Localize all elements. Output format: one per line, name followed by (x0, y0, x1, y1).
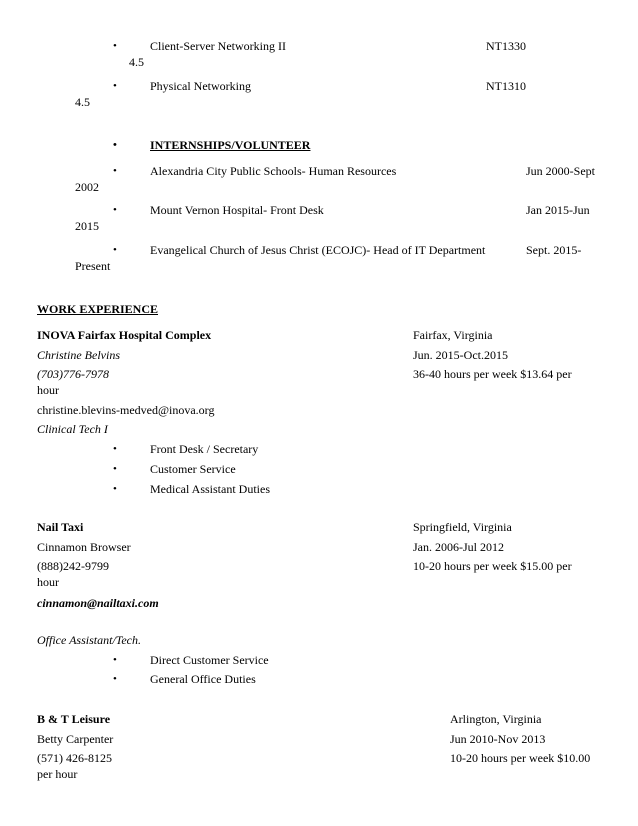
bullet-icon: • (113, 80, 117, 92)
bullet-icon: • (113, 673, 117, 685)
contact-phone: (888)242-9799 (37, 559, 109, 573)
job-hours-cont: hour (37, 575, 59, 589)
job-dates: Jun. 2015-Oct.2015 (413, 348, 508, 362)
contact-name: Cinnamon Browser (37, 540, 131, 554)
course-name: Physical Networking (150, 79, 251, 93)
bullet-icon: • (113, 443, 117, 455)
internship-date: Jan 2015-Jun (526, 203, 590, 217)
internship-title: Mount Vernon Hospital- Front Desk (150, 203, 324, 217)
job-hours: 36-40 hours per week $13.64 per (413, 367, 572, 381)
job-role: Office Assistant/Tech. (37, 633, 142, 647)
job-dates: Jan. 2006-Jul 2012 (413, 540, 504, 554)
contact-email: christine.blevins-medved@inova.org (37, 403, 215, 417)
contact-phone: (703)776-7978 (37, 367, 109, 381)
job-dates: Jun 2010-Nov 2013 (450, 732, 546, 746)
employer-name: Nail Taxi (37, 520, 84, 534)
course-credits: 4.5 (129, 55, 144, 69)
bullet-icon: • (113, 483, 117, 495)
internship-date: Sept. 2015- (526, 243, 582, 257)
work-heading: WORK EXPERIENCE (37, 302, 159, 316)
duty-item: General Office Duties (150, 672, 256, 686)
internships-heading: INTERNSHIPS/VOLUNTEER (150, 138, 311, 152)
bullet-icon: • (113, 139, 117, 151)
course-credits: 4.5 (75, 95, 90, 109)
contact-phone: (571) 426-8125 (37, 751, 112, 765)
internship-date: Jun 2000-Sept (526, 164, 595, 178)
contact-email: cinnamon@nailtaxi.com (37, 596, 159, 610)
bullet-icon: • (113, 244, 117, 256)
course-code: NT1330 (486, 39, 526, 53)
course-code: NT1310 (486, 79, 526, 93)
job-hours: 10-20 hours per week $10.00 (450, 751, 591, 765)
internship-date-cont: 2002 (75, 180, 99, 194)
internship-date-cont: Present (75, 259, 111, 273)
contact-name: Christine Belvins (37, 348, 120, 362)
bullet-icon: • (113, 654, 117, 666)
employer-name: B & T Leisure (37, 712, 111, 726)
internship-date-cont: 2015 (75, 219, 99, 233)
employer-location: Fairfax, Virginia (413, 328, 493, 342)
duty-item: Medical Assistant Duties (150, 482, 270, 496)
duty-item: Front Desk / Secretary (150, 442, 259, 456)
job-hours-cont: hour (37, 383, 59, 397)
internship-title: Evangelical Church of Jesus Christ (ECOJC)- Head of IT Department (150, 243, 486, 257)
job-hours-cont: per hour (37, 767, 78, 781)
duty-item: Customer Service (150, 462, 236, 476)
duty-item: Direct Customer Service (150, 653, 269, 667)
employer-location: Springfield, Virginia (413, 520, 512, 534)
job-hours: 10-20 hours per week $15.00 per (413, 559, 572, 573)
employer-location: Arlington, Virginia (450, 712, 542, 726)
bullet-icon: • (113, 40, 117, 52)
course-name: Client-Server Networking II (150, 39, 286, 53)
employer-name: INOVA Fairfax Hospital Complex (37, 328, 212, 342)
bullet-icon: • (113, 165, 117, 177)
contact-name: Betty Carpenter (37, 732, 114, 746)
bullet-icon: • (113, 204, 117, 216)
job-role: Clinical Tech I (37, 422, 108, 436)
bullet-icon: • (113, 463, 117, 475)
internship-title: Alexandria City Public Schools- Human Resources (150, 164, 397, 178)
